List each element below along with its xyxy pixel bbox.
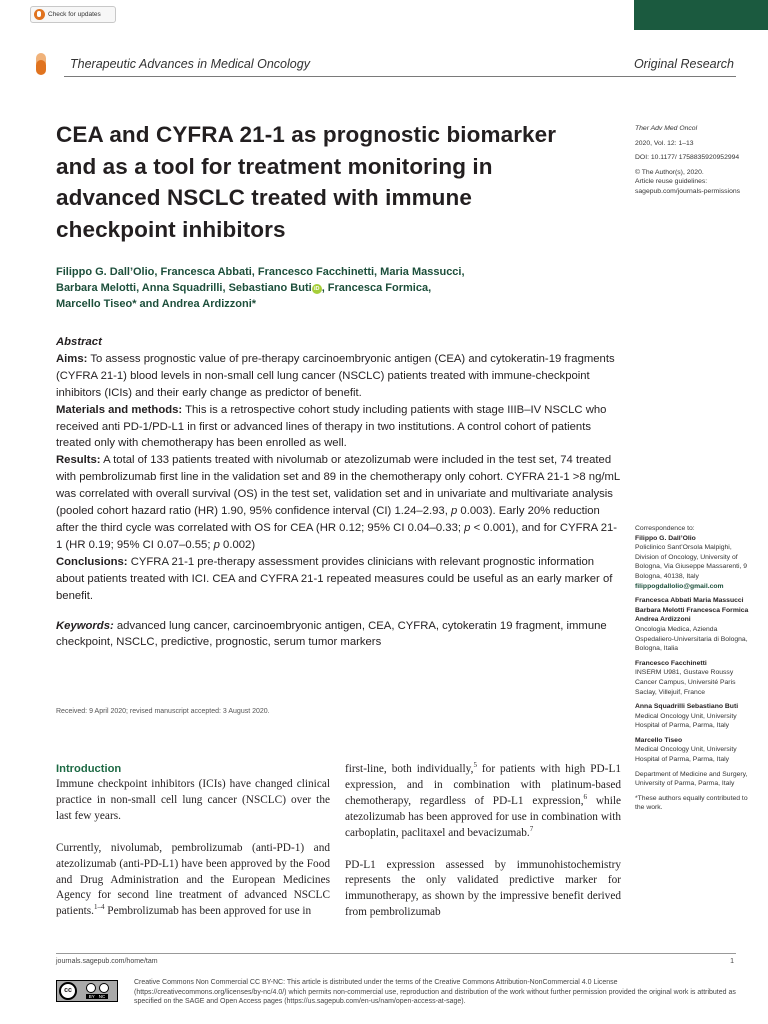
received-dates: Received: 9 April 2020; revised manuscript accepted: 3 August 2020. bbox=[56, 708, 270, 715]
check-updates-label: Check for updates bbox=[48, 11, 101, 18]
citation-ref[interactable]: 1–4 bbox=[93, 903, 105, 912]
intro-r1-text-b: for patients with high PD-L1 expression, and in combination with platinum-based chemotherapy, regardless of PD-L1 expression, bbox=[345, 763, 621, 807]
methods-text: This is a retrospective cohort study including patients with stage IIIB–IV NSCLC who received anti PD-1/PD-L1 in first or advanced lines of therapy in two institutions. A control cohort of patients treated only with chemotherapy has been enrolled as well. bbox=[56, 403, 607, 450]
copyright: © The Author(s), 2020. bbox=[635, 168, 704, 176]
equal-contribution-note: *These authors equally contributed to the work. bbox=[635, 794, 748, 812]
intro-paragraph-3 bbox=[345, 762, 621, 842]
cc-by-label: BY bbox=[88, 994, 95, 999]
body-column-right bbox=[345, 762, 621, 921]
citation-ref[interactable]: 6 bbox=[583, 793, 588, 802]
p-symbol: p bbox=[213, 538, 220, 551]
aims-label: Aims: bbox=[56, 352, 88, 365]
page-number: 1 bbox=[730, 958, 734, 965]
article-type: Original Research bbox=[633, 57, 734, 71]
p-symbol: p bbox=[464, 521, 471, 534]
results-text-d: 0.002) bbox=[219, 538, 256, 551]
article-meta bbox=[635, 124, 747, 197]
keywords bbox=[56, 618, 621, 652]
correspondence-label: Correspondence to: bbox=[635, 525, 695, 532]
noncommercial-icon bbox=[99, 983, 109, 993]
affiliation-names: Marcello Tiseo bbox=[635, 736, 683, 744]
abstract-aims bbox=[56, 351, 621, 402]
header-divider bbox=[64, 76, 736, 77]
methods-label: Materials and methods: bbox=[56, 403, 183, 416]
correspondence-name: Filippo G. Dall’Olio bbox=[635, 534, 696, 542]
check-for-updates-button[interactable] bbox=[30, 6, 116, 23]
authors-line-2a: Barbara Melotti, Anna Squadrilli, Sebastiano Buti bbox=[56, 282, 312, 294]
abstract-methods bbox=[56, 402, 621, 453]
affiliation-text: INSERM U981, Gustave Roussy Cancer Campus, Université Paris Saclay, Villejuif, France bbox=[635, 669, 736, 696]
abstract-section bbox=[56, 334, 621, 651]
affiliation-text: Oncologia Medica, Azienda Ospedaliero-Universitaria di Bologna, Bologna, Italia bbox=[635, 625, 748, 653]
authors-line-3: Marcello Tiseo* and Andrea Ardizzoni* bbox=[56, 298, 257, 310]
intro-paragraph-2 bbox=[56, 841, 330, 921]
citation-ref[interactable]: 5 bbox=[473, 761, 477, 770]
creative-commons-badge[interactable] bbox=[56, 980, 118, 1002]
orcid-icon[interactable]: iD bbox=[312, 284, 322, 294]
journal-name: Therapeutic Advances in Medical Oncology bbox=[70, 57, 310, 71]
p-symbol: p bbox=[450, 505, 458, 518]
conclusions-label: Conclusions: bbox=[56, 555, 128, 568]
correspondence-address: Policlinico Sant’Orsola Malpighi, Division of Oncology, University of Bologna, Via Giuseppe Massarenti, 9 Bologna, 40138, Italy bbox=[635, 544, 748, 580]
intro-paragraph-4: PD-L1 expression assessed by immunohistochemistry represents the only validated predictive marker for immunotherapy, as shown by the impressive benefit derived from pembrolizumab bbox=[345, 858, 621, 919]
journal-url-link[interactable]: journals.sagepub.com/home/tam bbox=[56, 958, 158, 965]
affiliation-text: Department of Medicine and Surgery, University of Parma, Parma, Italy bbox=[635, 770, 748, 788]
intro-r1-text-c: while atezolizumab has been approved for use in combination with carboplatin, paclitaxel and bevacizumab. bbox=[345, 794, 621, 839]
authors-line-2b: , Francesca Formica, bbox=[321, 282, 432, 294]
authors-line-1: Filippo G. Dall’Olio, Francesca Abbati, Francesco Facchinetti, Maria Massucci, bbox=[56, 266, 465, 278]
footer-divider bbox=[56, 953, 736, 954]
abstract-conclusions bbox=[56, 554, 621, 605]
doi[interactable]: DOI: 10.1177/ 1758835920952994 bbox=[635, 154, 740, 162]
license-text: Creative Commons Non Commercial CC BY-NC: This article is distributed under the terms of the Creative Commons Attribution-NonCommercial 4.0 License (https://creativecommons.org/licenses/by-nc/4.0/) which permits non-commercial use, reproduction and distribution of the work without further permission provided the original work is attributed as specified on the SAGE and Open Access pages (https://us.sagepub.com/en-us/nam/open-access-at-sage). bbox=[134, 979, 736, 1006]
results-label: Results: bbox=[56, 454, 101, 467]
keywords-label: Keywords: bbox=[56, 619, 114, 632]
conclusions-text: CYFRA 21-1 pre-therapy assessment provides clinicians with relevant prognostic information about patients treated with ICI. CEA and CYFRA 21-1 repeated measures could be useful as an early marker of benefit. bbox=[56, 555, 613, 602]
intro-r1-text-a: first-line, both individually, bbox=[345, 763, 474, 775]
cc-icon: cc bbox=[59, 982, 77, 1000]
abstract-heading: Abstract bbox=[56, 336, 102, 348]
affiliations-sidebar bbox=[635, 524, 750, 813]
intro-p2-text-b: Pembrolizumab has been approved for use in bbox=[104, 905, 312, 918]
keywords-text: advanced lung cancer, carcinoembryonic antigen, CEA, CYFRA, cytokeratin 19 fragment, immune checkpoint, NSCLC, predictive, prognostic, serum tumor markers bbox=[56, 619, 607, 649]
article-title: CEA and CYFRA 21-1 as prognostic biomarker and as a tool for treatment monitoring in advanced NSCLC treated with immune checkpoint inhibitors bbox=[56, 122, 557, 242]
journal-logo-icon bbox=[34, 53, 48, 75]
affiliation-names: Francesca Abbati Maria Massucci Barbara Melotti Francesca Formica Andrea Ardizzoni bbox=[635, 597, 749, 624]
check-updates-icon bbox=[34, 9, 45, 20]
affiliation-names: Anna Squadrilli Sebastiano Buti bbox=[635, 703, 739, 711]
intro-paragraph-1: Immune checkpoint inhibitors (ICIs) have changed clinical practice in non-small cell lung cancer (NSCLC) over the last few years. bbox=[56, 778, 330, 822]
cc-nc-label: NC bbox=[98, 994, 106, 999]
affiliation-text: Medical Oncology Unit, University Hospital of Parma, Parma, Italy bbox=[635, 746, 737, 764]
journal-abbreviation: Ther Adv Med Oncol bbox=[635, 125, 698, 132]
abstract-results bbox=[56, 452, 621, 553]
results-text-b: 0.003). Early 20% reduction after the third cycle was correlated with OS for CEA (HR 0.12; 95% CI 0.04–0.33; bbox=[56, 505, 600, 534]
publisher-color-block bbox=[634, 0, 768, 30]
introduction-heading: Introduction bbox=[56, 763, 122, 775]
author-list bbox=[56, 264, 596, 312]
reuse-guidelines-link[interactable]: Article reuse guidelines: sagepub.com/journals-permissions bbox=[635, 178, 741, 195]
correspondence-email-link[interactable]: filippogdallolio@gmail.com bbox=[635, 582, 724, 590]
intro-p2-text-a: Currently, nivolumab, pembrolizumab (anti-PD-1) and atezolizumab (anti-PD-L1) have been approved by the Food and Drug Administration and the European Medicines Agency for second line treatment of advanced NSCLC patients. bbox=[56, 841, 330, 918]
aims-text: To assess prognostic value of pre-therapy carcinoembryonic antigen (CEA) and cytokeratin-19 fragments (CYFRA 21-1) blood levels in non-small cell lung cancer (NSCLC) patients treated with immune-checkpoint inhibitors (ICIs) and their early change as predictor of benefit. bbox=[56, 352, 615, 399]
body-column-left bbox=[56, 777, 330, 920]
affiliation-text: Medical Oncology Unit, University Hospital of Parma, Parma, Italy bbox=[635, 712, 737, 730]
results-text-a: A total of 133 patients treated with nivolumab or atezolizumab were included in the test set, 74 treated with pembrolizumab first line in the validation set and 89 in the chemotherapy only cohort. CYFRA 21-1 >8 ng/mL was correlated with overall survival (OS) in the test set, validation set and in univariate and multivariate analysis (pooled cohort hazard ratio (HR) 1.90, 95% confidence interval (CI) 1.24–2.93, bbox=[56, 454, 620, 518]
citation-ref[interactable]: 7 bbox=[529, 824, 534, 833]
results-text-c: < 0.001), and for CYFRA 21-1 (HR 0.19; 95% CI 0.07–0.55; bbox=[56, 521, 618, 551]
affiliation-names: Francesco Facchinetti bbox=[635, 659, 707, 667]
attribution-icon bbox=[86, 983, 96, 993]
volume-info: 2020, Vol. 12: 1–13 bbox=[635, 139, 694, 147]
